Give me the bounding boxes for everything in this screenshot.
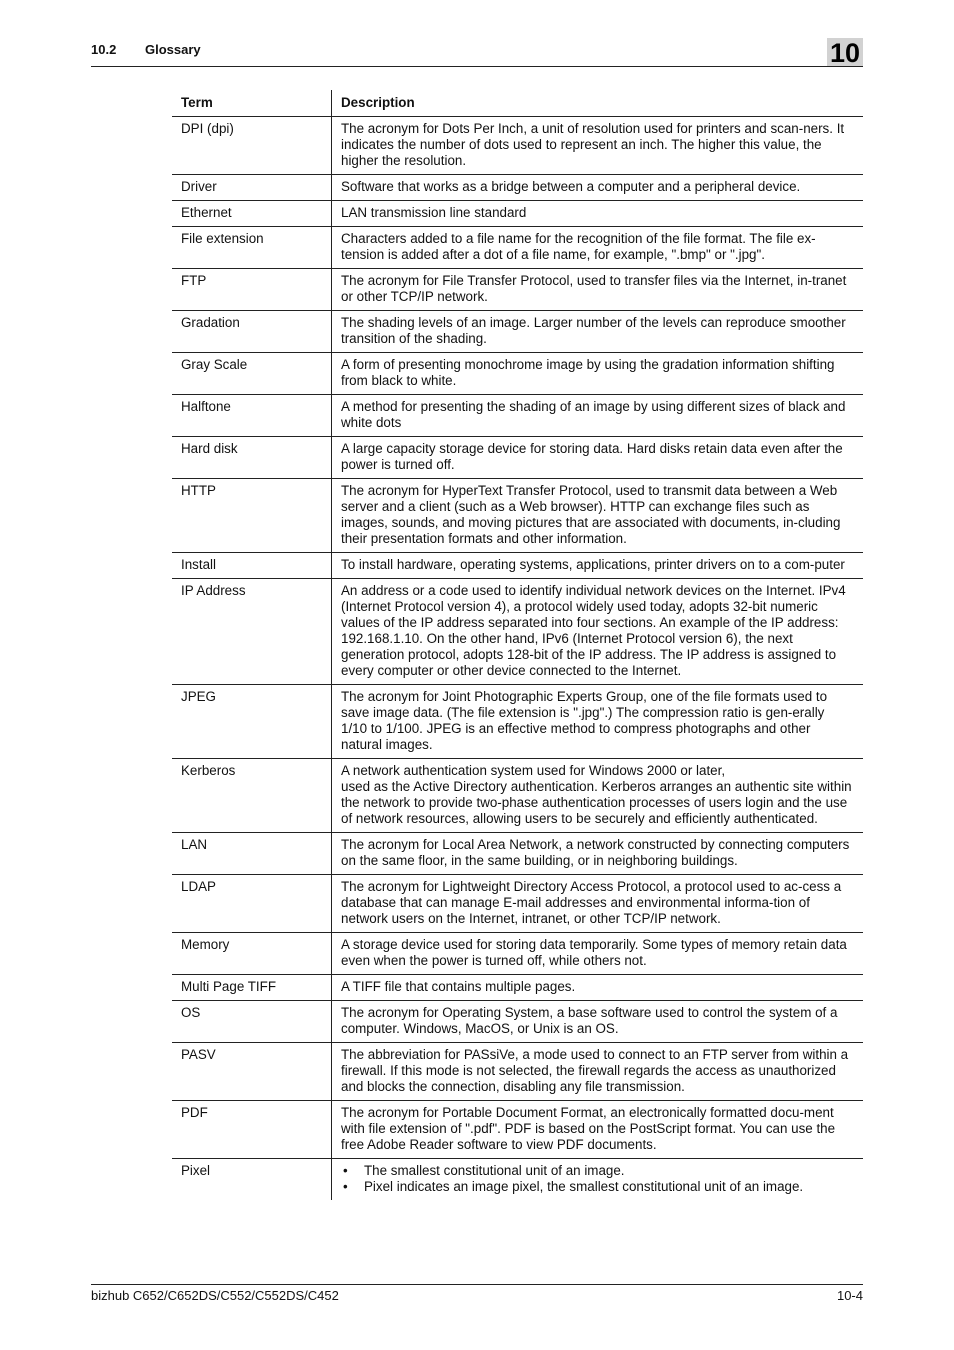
column-header-term: Term xyxy=(172,90,332,117)
section-number: 10.2 xyxy=(91,42,117,57)
table-row xyxy=(172,579,863,685)
description-cell: The acronym for Local Area Network, a network constructed by connecting computers on the same floor, in the same building, or in neighboring buildings. xyxy=(332,833,864,875)
bullet-item: • Pixel indicates an image pixel, the smallest constitutional unit of an image. xyxy=(341,1179,854,1195)
description-cell: To install hardware, operating systems, applications, printer drivers on to a com-puter xyxy=(332,553,864,579)
table-row xyxy=(172,1001,863,1043)
table-row xyxy=(172,437,863,479)
term-cell: JPEG xyxy=(172,685,332,759)
table-row xyxy=(172,759,863,833)
description-cell: A large capacity storage device for storing data. Hard disks retain data even after the power is turned off. xyxy=(332,437,864,479)
term-cell: PASV xyxy=(172,1043,332,1101)
term-cell: DPI (dpi) xyxy=(172,117,332,175)
description-cell: The acronym for HyperText Transfer Protocol, used to transmit data between a Web server and a client (such as a Web browser). HTTP can exchange files such as images, sounds, and moving pictures that are associated with documents, in-cluding their presentation formats and other information. xyxy=(332,479,864,553)
description-cell: A form of presenting monochrome image by using the gradation information shifting from black to white. xyxy=(332,353,864,395)
bullet-item: • The smallest constitutional unit of an image. xyxy=(341,1163,854,1179)
table-row xyxy=(172,175,863,201)
term-cell: Ethernet xyxy=(172,201,332,227)
table-row xyxy=(172,1101,863,1159)
description-cell: LAN transmission line standard xyxy=(332,201,864,227)
term-cell: Memory xyxy=(172,933,332,975)
term-cell: Driver xyxy=(172,175,332,201)
table-row xyxy=(172,1159,863,1201)
page-footer xyxy=(91,1284,863,1303)
table-row xyxy=(172,933,863,975)
term-cell: HTTP xyxy=(172,479,332,553)
section-title: Glossary xyxy=(145,42,201,57)
bullet-list xyxy=(341,1163,854,1195)
description-cell: The acronym for Dots Per Inch, a unit of resolution used for printers and scan-ners. It indicates the number of dots used to represent an inch. The higher this value, the higher the resolution. xyxy=(332,117,864,175)
term-cell: Hard disk xyxy=(172,437,332,479)
term-cell: Halftone xyxy=(172,395,332,437)
term-cell: OS xyxy=(172,1001,332,1043)
description-cell: The acronym for Portable Document Format, an electronically formatted docu-ment with file extension of ".pdf". PDF is based on the PostScript format. You can use the free Adobe Reader software to view PDF documents. xyxy=(332,1101,864,1159)
table-row xyxy=(172,353,863,395)
product-name: bizhub C652/C652DS/C552/C552DS/C452 xyxy=(91,1288,339,1303)
chapter-number-tab: 10 xyxy=(827,38,863,66)
description-cell: Characters added to a file name for the recognition of the file format. The file ex-tension is added after a dot of a file name, for example, ".bmp" or ".jpg". xyxy=(332,227,864,269)
glossary-body xyxy=(172,117,863,1201)
description-cell: The acronym for Lightweight Directory Access Protocol, a protocol used to ac-cess a database that can manage E-mail addresses and environmental informa-tion of network users on the Internet, intranet, or other TCP/IP network. xyxy=(332,875,864,933)
description-cell: A TIFF file that contains multiple pages. xyxy=(332,975,864,1001)
table-row xyxy=(172,975,863,1001)
description-cell: An address or a code used to identify individual network devices on the Internet. IPv4 (Internet Protocol version 4), a protocol widely used today, adopts 32-bit numeric values of the IP address separated into four sections. An example of the IP address: 192.168.1.10. On the other hand, IPv6 (Internet Protocol version 6), the next generation protocol, adopts 128-bit of the IP address. The IP address is assigned to every computer or other device connected to the Internet. xyxy=(332,579,864,685)
table-row xyxy=(172,479,863,553)
description-cell: The abbreviation for PASsiVe, a mode used to connect to an FTP server from within a firewall. If this mode is not selected, the firewall regards the access as unauthorized and blocks the connection, disabling any file transmission. xyxy=(332,1043,864,1101)
table-row xyxy=(172,269,863,311)
description-cell: The shading levels of an image. Larger number of the levels can reproduce smoother transition of the shading. xyxy=(332,311,864,353)
term-cell: Multi Page TIFF xyxy=(172,975,332,1001)
table-row xyxy=(172,1043,863,1101)
description-cell: A network authentication system used for Windows 2000 or later, used as the Active Directory authentication. Kerberos arranges an authentic site within the network to provide two-phase authentication processes of users login and the use of network resources, allowing users to be securely and efficiently authenticated. xyxy=(332,759,864,833)
term-cell: File extension xyxy=(172,227,332,269)
term-cell: Gray Scale xyxy=(172,353,332,395)
table-row xyxy=(172,117,863,175)
table-row xyxy=(172,201,863,227)
term-cell: Install xyxy=(172,553,332,579)
glossary-table xyxy=(172,90,863,1200)
table-row xyxy=(172,311,863,353)
description-cell: The acronym for Operating System, a base software used to control the system of a computer. Windows, MacOS, or Unix is an OS. xyxy=(332,1001,864,1043)
table-row xyxy=(172,833,863,875)
table-row xyxy=(172,395,863,437)
term-cell: FTP xyxy=(172,269,332,311)
term-cell: LDAP xyxy=(172,875,332,933)
term-cell: Pixel xyxy=(172,1159,332,1201)
table-row xyxy=(172,553,863,579)
table-row xyxy=(172,227,863,269)
description-cell: The acronym for File Transfer Protocol, used to transfer files via the Internet, in-tranet or other TCP/IP network. xyxy=(332,269,864,311)
table-row xyxy=(172,685,863,759)
table-header-row xyxy=(172,90,863,117)
description-cell xyxy=(332,1159,864,1201)
term-cell: LAN xyxy=(172,833,332,875)
column-header-description: Description xyxy=(332,90,864,117)
term-cell: IP Address xyxy=(172,579,332,685)
term-cell: Gradation xyxy=(172,311,332,353)
description-cell: A method for presenting the shading of an image by using different sizes of black and white dots xyxy=(332,395,864,437)
description-cell: Software that works as a bridge between a computer and a peripheral device. xyxy=(332,175,864,201)
term-cell: Kerberos xyxy=(172,759,332,833)
description-cell: The acronym for Joint Photographic Experts Group, one of the file formats used to save image data. (The file extension is ".jpg".) The compression ratio is gen-erally 1/10 to 1/100. JPEG is an effective method to compress photographs and other natural images. xyxy=(332,685,864,759)
term-cell: PDF xyxy=(172,1101,332,1159)
table-row xyxy=(172,875,863,933)
page-number: 10-4 xyxy=(836,1288,863,1303)
page-header xyxy=(91,38,863,67)
description-cell: A storage device used for storing data temporarily. Some types of memory retain data even when the power is turned off, while others not. xyxy=(332,933,864,975)
